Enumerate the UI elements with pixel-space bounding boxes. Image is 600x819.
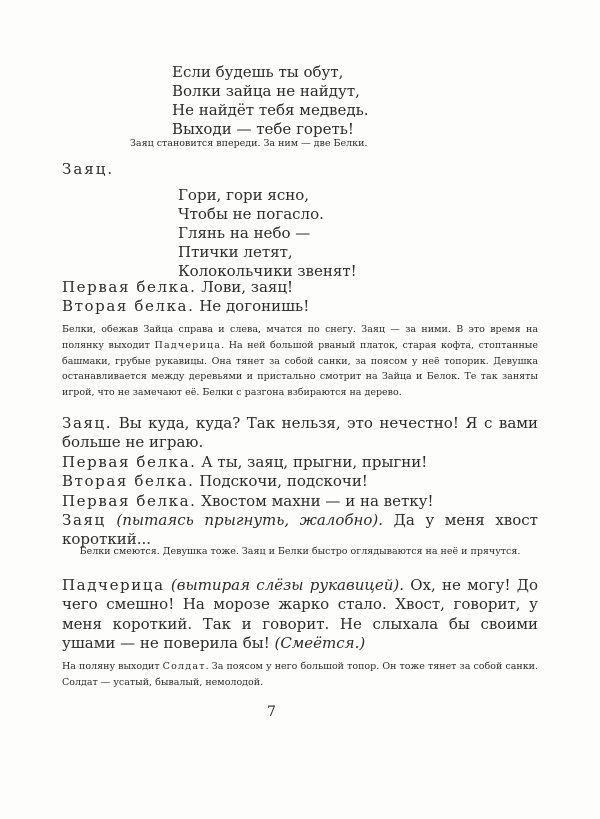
speaker-name: Падчерица [62,576,165,594]
dialogue-line [62,472,538,491]
stage-direction-4 [62,659,538,691]
verse-line: Выходи — тебе гореть! [172,120,354,138]
page-number: 7 [267,704,276,720]
verse-line: Чтобы не погасло. [178,205,324,223]
dialogue-block [62,576,538,654]
dialogue-line [62,453,538,472]
dialogue-text: А ты, заяц, прыгни, прыгни! [196,452,428,471]
speaker-name: Первая белка. [62,278,197,296]
verse-stanza-1 [172,63,369,139]
dialogue-text: Лови, заяц! [196,278,294,296]
stage-direction-1: Заяц становится впереди. За ним — две Белки. [130,138,368,149]
speaker-name: Первая белка. [62,452,197,471]
stage-text: Белки, обежав Зайца справа и слева, мчатся по снегу. Заяц — за ними. В это время на полянку выходит [62,324,538,351]
stage-text: На поляну выходит [62,661,163,672]
speaker-name: Вторая белка. [62,297,195,315]
dialogue-line [62,297,309,315]
stage-remark: (пытаясь прыгнуть, жалобно). [105,511,384,530]
stage-remark: (Смеётся.) [274,634,366,653]
verse-line: Волки зайца не найдут, [172,82,360,100]
verse-line: Не найдёт тебя медведь. [172,101,369,119]
speaker-name: Вторая белка. [62,472,195,491]
verse-line: Глянь на небо — [178,224,311,242]
stage-text: . На ней большой рваный платок, старая кофта, стоптанные башмаки, грубые рукавицы. Она тянет за собой санки, за поясом у неё топорик. Девушка останавливается между деревьями и пристально смотрит на Зайца и Белок. Те так заняты игрой, что не замечают её. Белки с разгона взбираются на дерево. [62,339,538,399]
stage-direction-3: Белки смеются. Девушка тоже. Заяц и Белки быстро оглядываются на неё и прячутся. [79,546,521,557]
stage-remark: (вытирая слёзы рукавицей). [164,576,404,594]
verse-line: Гори, гори ясно, [178,186,310,204]
character-name: Солдат [162,661,206,672]
speaker-name: Первая белка. [62,491,197,510]
speaker-name: Заяц [62,511,106,530]
dialogue-text: Ох, не могу! До чего смешно! На морозе жарко стало. Хвост, говорит, у меня короткий. Так и говорит. Не слыхала бы своими ушами — не поверила бы! [62,576,539,653]
dialogue-text: Не догонишь! [194,297,310,315]
dialogue-text: Вы куда, куда? Так нельзя, это нечестно! Я с вами больше не играю. [62,414,538,452]
dialogue-line [62,492,538,511]
verse-line: Если будешь ты обут, [172,63,344,81]
verse-line: Птички летят, [178,243,293,261]
dialogue-text: Да у меня хвост короткий... [62,511,538,549]
dialogue-line [62,278,293,296]
dialogue-block [62,414,538,550]
dialogue-text: Хвостом махни — и на ветку! [196,491,434,510]
dialogue-line [62,414,538,453]
speaker-name: Заяц. [62,414,113,432]
dialogue-text: Подскочи, подскочи! [194,472,368,491]
verse-stanza-2 [178,186,357,281]
speaker-name: Заяц. [62,160,115,178]
stage-text: . За поясом у него большой топор. Он тоже тянет за собой санки. Солдат — усатый, бывалый, немолодой. [62,661,538,688]
stage-direction-2 [62,322,538,401]
character-name: Падчерица [154,339,222,351]
verse-line: Колокольчики звенят! [178,262,357,280]
